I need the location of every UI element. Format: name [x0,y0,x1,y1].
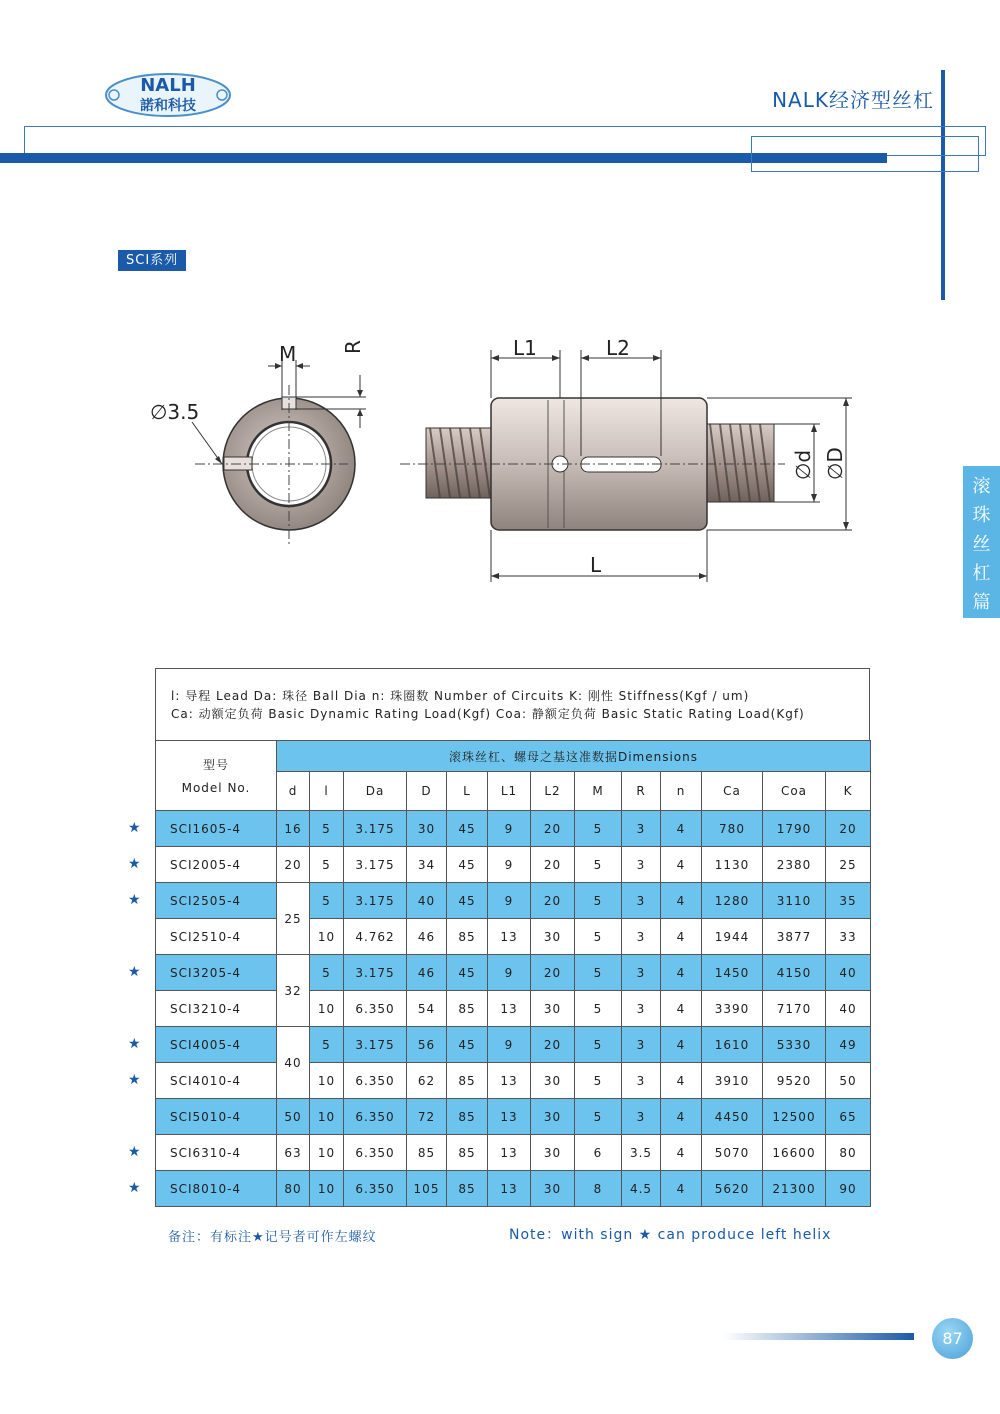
header-frame-right [751,136,979,172]
cell-d: 56 [407,1027,447,1063]
cell-ca: 1450 [702,955,763,991]
cell-m: 5 [575,811,622,847]
legend-line: l: 导程 Lead Da: 珠径 Ball Dia n: 珠圈数 Number of Circuits K: 刚性 Stiffness(Kgf / um) [171,689,750,703]
cell-ca: 4450 [702,1099,763,1135]
cell-l2: 30 [531,1063,575,1099]
column-header: n [661,772,702,811]
column-header: l [310,772,344,811]
model-header-cell [156,741,277,811]
cell-r: 3 [622,955,661,991]
model-cell: SCI3205-4 [156,955,277,991]
cell-l: 5 [310,955,344,991]
cell-d: 20 [277,847,310,883]
cell-coa: 9520 [763,1063,826,1099]
cell-l: 10 [310,919,344,955]
cell-coa: 12500 [763,1099,826,1135]
cell-l2: 30 [531,919,575,955]
cell-l: 45 [447,1027,488,1063]
dim-label-m: M [279,342,297,366]
cell-m: 8 [575,1171,622,1207]
cell-n: 4 [661,991,702,1027]
cell-l1: 13 [488,1063,531,1099]
cell-n: 4 [661,883,702,919]
cell-ca: 780 [702,811,763,847]
cell-l: 10 [310,1099,344,1135]
dim-label-r: R [341,340,365,354]
cell-l: 45 [447,811,488,847]
model-cell: SCI8010-4 [156,1171,277,1207]
side-tab-char: 篇 [972,592,991,613]
side-tab-char: 珠 [972,505,991,526]
left-helix-star: ★ [128,963,141,980]
cell-l: 10 [310,1063,344,1099]
dim-label-hole: ∅3.5 [150,400,200,424]
ball-screw-drawing [140,330,860,590]
cell-k: 33 [826,919,871,955]
cell-da: 3.175 [344,1027,407,1063]
column-header: Da [344,772,407,811]
cell-coa: 2380 [763,847,826,883]
cell-m: 5 [575,955,622,991]
cell-d: 32 [277,955,310,1027]
logo-text-cn: 諾和科技 [140,98,196,114]
table-row [156,919,871,955]
cell-coa: 1790 [763,811,826,847]
cell-r: 4.5 [622,1171,661,1207]
cell-l1: 13 [488,1171,531,1207]
left-helix-star: ★ [128,891,141,908]
cell-k: 40 [826,991,871,1027]
cell-m: 5 [575,991,622,1027]
cell-l: 5 [310,1027,344,1063]
cell-da: 4.762 [344,919,407,955]
cell-k: 90 [826,1171,871,1207]
header-vertical-line [941,70,945,300]
cell-l2: 30 [531,1135,575,1171]
cell-l: 5 [310,847,344,883]
cell-l: 10 [310,991,344,1027]
cell-da: 6.350 [344,1099,407,1135]
table-row [156,1135,871,1171]
cell-n: 4 [661,1063,702,1099]
nut-side-view [400,336,852,582]
cell-coa: 4150 [763,955,826,991]
cell-l2: 20 [531,847,575,883]
cell-da: 3.175 [344,811,407,847]
series-tag: SCI系列 [118,250,186,271]
table-legend [155,668,870,740]
cell-d: 50 [277,1099,310,1135]
model-cell: SCI4005-4 [156,1027,277,1063]
cell-l: 10 [310,1171,344,1207]
cell-m: 6 [575,1135,622,1171]
dim-label-d-small: ∅d [791,449,815,480]
cell-l2: 20 [531,811,575,847]
cell-l1: 9 [488,1027,531,1063]
cell-k: 25 [826,847,871,883]
left-helix-star: ★ [128,855,141,872]
cell-l1: 13 [488,1099,531,1135]
model-cell: SCI5010-4 [156,1099,277,1135]
table-row [156,1171,871,1207]
table-row [156,847,871,883]
model-cell: SCI2505-4 [156,883,277,919]
cell-l2: 30 [531,991,575,1027]
left-helix-star: ★ [128,1071,141,1088]
cell-da: 6.350 [344,1063,407,1099]
left-helix-star: ★ [128,819,141,836]
cell-n: 4 [661,955,702,991]
dim-label-d-big: ∅D [823,447,847,480]
cell-l: 45 [447,955,488,991]
cell-r: 3 [622,1099,661,1135]
cell-n: 4 [661,919,702,955]
cell-coa: 3110 [763,883,826,919]
cell-ca: 5620 [702,1171,763,1207]
dim-label-l2: L2 [606,336,630,360]
side-tab-char: 丝 [972,534,991,555]
cell-r: 3 [622,883,661,919]
cell-d: 34 [407,847,447,883]
cell-l: 10 [310,1135,344,1171]
column-header: D [407,772,447,811]
nut-end-view [150,340,366,545]
cell-l2: 20 [531,1027,575,1063]
cell-da: 6.350 [344,1135,407,1171]
cell-da: 3.175 [344,883,407,919]
cell-d: 40 [407,883,447,919]
document-title: NALK经济型丝杠 [772,88,934,112]
logo-text-en: NALH [140,75,196,96]
cell-n: 4 [661,1027,702,1063]
model-cell: SCI2005-4 [156,847,277,883]
cell-d: 63 [277,1135,310,1171]
cell-coa: 7170 [763,991,826,1027]
cell-r: 3 [622,1063,661,1099]
cell-d: 46 [407,919,447,955]
cell-d: 72 [407,1099,447,1135]
cell-l1: 9 [488,883,531,919]
cell-m: 5 [575,847,622,883]
table-row [156,883,871,919]
cell-d: 105 [407,1171,447,1207]
cell-k: 40 [826,955,871,991]
cell-r: 3 [622,811,661,847]
cell-l1: 13 [488,991,531,1027]
column-header: Coa [763,772,826,811]
cell-l1: 13 [488,919,531,955]
cell-k: 80 [826,1135,871,1171]
cell-d: 30 [407,811,447,847]
column-header: L1 [488,772,531,811]
cell-r: 3 [622,1027,661,1063]
cell-l: 5 [310,883,344,919]
cell-da: 6.350 [344,1171,407,1207]
cell-da: 3.175 [344,955,407,991]
model-cell: SCI3210-4 [156,991,277,1027]
cell-l: 85 [447,1099,488,1135]
side-tab-char: 滚 [972,476,991,497]
cell-k: 35 [826,883,871,919]
cell-l1: 13 [488,1135,531,1171]
cell-l1: 9 [488,847,531,883]
cell-m: 5 [575,1099,622,1135]
cell-d: 54 [407,991,447,1027]
cell-ca: 5070 [702,1135,763,1171]
column-header: L [447,772,488,811]
cell-l: 85 [447,1135,488,1171]
cell-coa: 21300 [763,1171,826,1207]
cell-m: 5 [575,1063,622,1099]
cell-l2: 30 [531,1171,575,1207]
column-header: L2 [531,772,575,811]
table-row [156,1063,871,1099]
dim-label-l1: L1 [513,336,537,360]
column-header: Ca [702,772,763,811]
left-helix-star: ★ [128,1035,141,1052]
column-header: K [826,772,871,811]
column-header: R [622,772,661,811]
cell-m: 5 [575,919,622,955]
model-cell: SCI1605-4 [156,811,277,847]
cell-l: 85 [447,1063,488,1099]
cell-l1: 9 [488,955,531,991]
spec-table-section [155,668,870,1207]
cell-da: 3.175 [344,847,407,883]
cell-coa: 3877 [763,919,826,955]
cell-ca: 3910 [702,1063,763,1099]
table-row [156,1099,871,1135]
note-cn: 备注：有标注★记号者可作左螺纹 [168,1230,377,1245]
cell-ca: 1130 [702,847,763,883]
cell-m: 5 [575,1027,622,1063]
cell-ca: 1610 [702,1027,763,1063]
cell-k: 49 [826,1027,871,1063]
cell-l2: 30 [531,1099,575,1135]
page-number: 87 [932,1318,973,1359]
legend-line: Ca: 动额定负荷 Basic Dynamic Rating Load(Kgf) Coa: 静额定负荷 Basic Static Rating Load(Kgf) [171,707,805,721]
table-row [156,991,871,1027]
cell-n: 4 [661,811,702,847]
cell-r: 3 [622,919,661,955]
cell-d: 16 [277,811,310,847]
cell-coa: 5330 [763,1027,826,1063]
model-cell: SCI6310-4 [156,1135,277,1171]
spec-table [155,740,871,1207]
model-cell: SCI4010-4 [156,1063,277,1099]
cell-r: 3 [622,991,661,1027]
cell-l1: 9 [488,811,531,847]
cell-n: 4 [661,847,702,883]
footer-bar [724,1333,914,1340]
cell-l: 85 [447,919,488,955]
cell-d: 62 [407,1063,447,1099]
cell-k: 65 [826,1099,871,1135]
left-helix-star: ★ [128,1179,141,1196]
cell-ca: 1280 [702,883,763,919]
column-header: d [277,772,310,811]
cell-d: 25 [277,883,310,955]
left-helix-star: ★ [128,1143,141,1160]
cell-d: 80 [277,1171,310,1207]
cell-l: 85 [447,1171,488,1207]
cell-k: 50 [826,1063,871,1099]
cell-l: 45 [447,847,488,883]
cell-r: 3 [622,847,661,883]
dimensions-header: 滚珠丝杠、螺母之基这准数据Dimensions [277,741,871,772]
table-row [156,811,871,847]
cell-da: 6.350 [344,991,407,1027]
chapter-side-tab [963,466,1000,618]
cell-r: 3.5 [622,1135,661,1171]
model-header-cn: 型号 [202,758,229,772]
nalh-logo [104,72,232,118]
side-tab-char: 杠 [972,563,991,584]
cell-m: 5 [575,883,622,919]
cell-l: 45 [447,883,488,919]
cell-coa: 16600 [763,1135,826,1171]
model-cell: SCI2510-4 [156,919,277,955]
cell-l: 85 [447,991,488,1027]
cell-l2: 20 [531,883,575,919]
table-row [156,955,871,991]
cell-n: 4 [661,1135,702,1171]
cell-n: 4 [661,1171,702,1207]
cell-n: 4 [661,1099,702,1135]
cell-l: 5 [310,811,344,847]
dim-label-l: L [590,553,602,577]
column-header: M [575,772,622,811]
cell-k: 20 [826,811,871,847]
cell-d: 46 [407,955,447,991]
table-row [156,1027,871,1063]
cell-d: 85 [407,1135,447,1171]
cell-l2: 20 [531,955,575,991]
note-en: Note：with sign ★ can produce left helix [509,1227,832,1243]
cell-ca: 3390 [702,991,763,1027]
cell-d: 40 [277,1027,310,1099]
model-header-en: Model No. [181,781,251,795]
cell-ca: 1944 [702,919,763,955]
